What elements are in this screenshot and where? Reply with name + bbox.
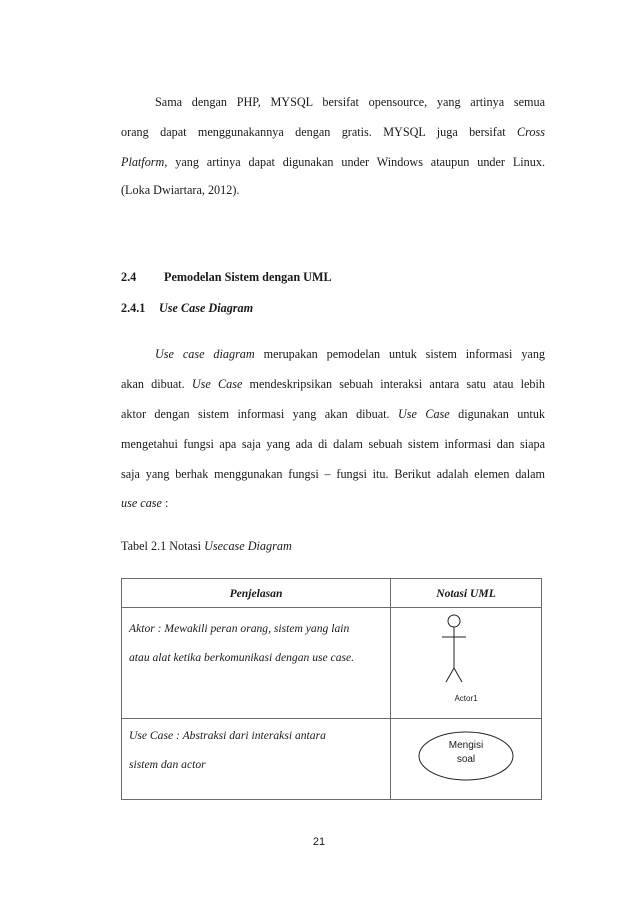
subsection-number: 2.4.1 bbox=[121, 301, 146, 315]
para2-line4: mengetahui fungsi apa saja yang ada di dalam sebuah sistem informasi dan siapa bbox=[121, 437, 545, 451]
table-row-usecase bbox=[122, 719, 542, 800]
actor-notation bbox=[391, 608, 542, 719]
usecase-notation bbox=[391, 719, 542, 800]
usecase-desc-line2: sistem dan actor bbox=[129, 758, 206, 771]
header-penjelasan: Penjelasan bbox=[122, 579, 391, 608]
para1-line3: Platform, yang artinya dapat digunakan under Windows ataupun under Linux. bbox=[121, 155, 545, 169]
usecase-desc-line1: Use Case : Abstraksi dari interaksi antara bbox=[129, 729, 326, 742]
table-caption: Tabel 2.1 Notasi Usecase Diagram bbox=[121, 539, 292, 553]
para2-line2: akan dibuat. Use Case mendeskripsikan sebuah interaksi antara satu atau lebih bbox=[121, 377, 545, 391]
notation-table bbox=[121, 578, 542, 800]
actor-label: Actor1 bbox=[454, 694, 478, 703]
usecase-description bbox=[122, 719, 391, 800]
subsection-title: Use Case Diagram bbox=[159, 301, 254, 315]
actor-desc-line2: atau alat ketika berkomunikasi dengan use case. bbox=[129, 651, 355, 664]
actor-description bbox=[122, 608, 391, 719]
section-title: Pemodelan Sistem dengan UML bbox=[164, 270, 332, 284]
table-row-actor bbox=[122, 608, 542, 719]
para2-line1: Use case diagram merupakan pemodelan untuk sistem informasi yang bbox=[155, 347, 546, 361]
para1-line2: orang dapat menggunakannya dengan gratis. MYSQL juga bersifat Cross bbox=[121, 125, 545, 139]
page-number: 21 bbox=[312, 836, 326, 848]
para2-line6: use case : bbox=[121, 496, 169, 510]
actor-desc-line1: Aktor : Mewakili peran orang, sistem yang lain bbox=[129, 622, 350, 635]
para1-line1: Sama dengan PHP, MYSQL bersifat opensource, yang artinya semua bbox=[155, 95, 545, 109]
para2-line3: aktor dengan sistem informasi yang akan dibuat. Use Case digunakan untuk bbox=[121, 407, 546, 421]
para2-line5: saja yang berhak menggunakan fungsi – fungsi itu. Berikut adalah elemen dalam bbox=[121, 467, 545, 481]
section-number: 2.4 bbox=[121, 270, 137, 284]
usecase-label: Mengisi soal bbox=[448, 740, 484, 765]
para1-line4: (Loka Dwiartara, 2012). bbox=[121, 183, 240, 197]
header-notasi-uml: Notasi UML bbox=[391, 579, 542, 608]
table-header-row bbox=[122, 579, 542, 608]
